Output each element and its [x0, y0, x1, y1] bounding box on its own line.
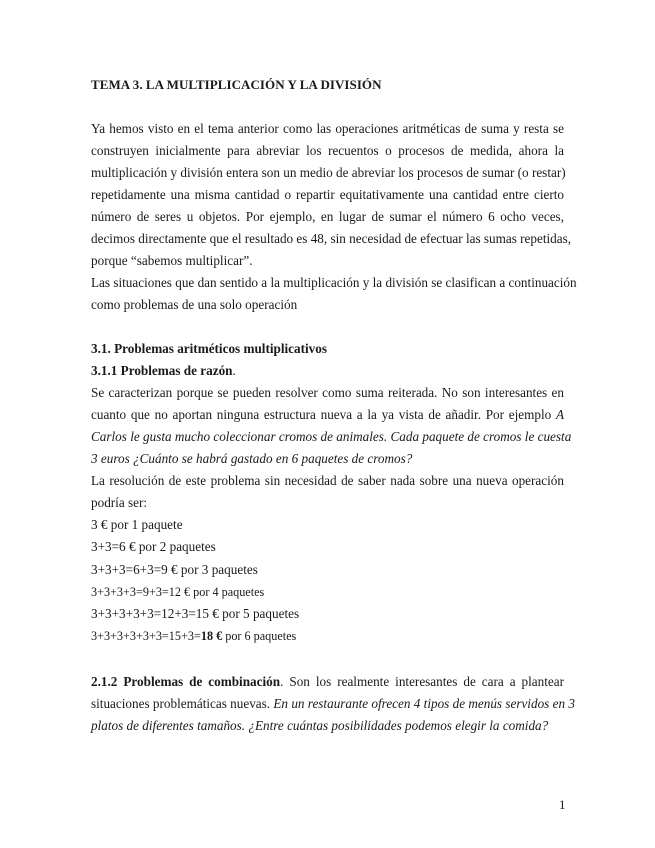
line-text: . Son los realmente interesantes de cara a plantear [280, 674, 564, 689]
paragraph-line [91, 426, 572, 448]
solution-step: 3+3+3=6+3=9 € por 3 paquetes [91, 561, 258, 577]
example-italic-text: En un restaurante ofrecen 4 tipos de menús servidos en 3 [273, 696, 575, 711]
example-italic-text: A [555, 407, 564, 422]
paragraph-line: porque “sabemos multiplicar”. [91, 253, 253, 268]
paragraph-line [91, 448, 564, 470]
example-italic-text: 3 euros ¿Cuánto se habrá gastado en 6 paquetes de cromos? [91, 451, 413, 466]
step-result: 18 € [200, 629, 223, 644]
section-heading-3-1-1 [91, 360, 564, 382]
line-text: situaciones problemáticas nuevas. [91, 696, 271, 711]
paragraph-line [91, 693, 575, 715]
paragraph-line: número de seres u objetos. Por ejemplo, en lugar de sumar el número 6 ocho veces, [91, 209, 564, 224]
solution-step: 3 € por 1 paquete [91, 517, 183, 532]
paragraph-line: Las situaciones que dan sentido a la multiplicación y la división se clasifican a continuación [91, 275, 577, 290]
page-title: TEMA 3. LA MULTIPLICACIÓN Y LA DIVISIÓN [91, 77, 382, 92]
intro-paragraph [91, 118, 572, 272]
solution-step-final [91, 625, 299, 647]
section-heading-2-1-2: 2.1.2 Problemas de combinación [91, 674, 281, 689]
paragraph-line: La resolución de este problema sin necesidad de saber nada sobre una nueva operación [91, 473, 564, 488]
section-3-1-1 [91, 360, 572, 514]
solution-step: 3+3+3+3+3=12+3=15 € por 5 paquetes [91, 606, 300, 622]
paragraph-line: repetidamente una misma cantidad o repartir equitativamente una cantidad entre cierto [91, 187, 564, 202]
section-heading-3-1: 3.1. Problemas aritméticos multiplicativos [91, 341, 327, 356]
example-italic-text: Carlos le gusta mucho coleccionar cromos de animales. Cada paquete de cromos le cuesta [91, 429, 572, 444]
paragraph-line [91, 671, 564, 693]
step-suffix: por 6 paquetes [222, 629, 297, 644]
step-prefix: 3+3+3+3+3+3=15+3= [91, 629, 201, 644]
paragraph-line [91, 404, 564, 426]
section-2-1-2 [91, 671, 575, 737]
paragraph-line: construyen inicialmente para abreviar los recuentos o procesos de medida, ahora la [91, 143, 564, 158]
solution-step: 3+3=6 € por 2 paquetes [91, 539, 216, 555]
heading-suffix: . [232, 363, 236, 378]
paragraph-line: como problemas de una solo operación [91, 297, 298, 312]
paragraph-line: Ya hemos visto en el tema anterior como las operaciones aritméticas de suma y resta se [91, 121, 564, 136]
paragraph-line: Se caracterizan porque se pueden resolver como suma reiterada. No son interesantes en [91, 385, 564, 400]
paragraph-line [91, 715, 564, 737]
paragraph-line: podría ser: [91, 495, 148, 510]
paragraph-line: decimos directamente que el resultado es 48, sin necesidad de efectuar las sumas repetidas, [91, 231, 572, 246]
paragraph-line: multiplicación y división entera son un medio de abreviar los procesos de sumar (o restar) [91, 165, 566, 180]
heading-text: 3.1.1 Problemas de razón [91, 363, 233, 378]
solution-step: 3+3+3+3=9+3=12 € por 4 paquetes [91, 584, 265, 599]
line-text: cuanto que no aportan ninguna estructura nueva a la ya vista de añadir. Por ejemplo [91, 407, 552, 422]
page-number: 1 [559, 797, 566, 812]
example-italic-text: platos de diferentes tamaños. ¿Entre cuántas posibilidades podemos elegir la comida? [91, 718, 549, 733]
situations-paragraph [91, 272, 577, 316]
solution-steps [91, 514, 299, 648]
